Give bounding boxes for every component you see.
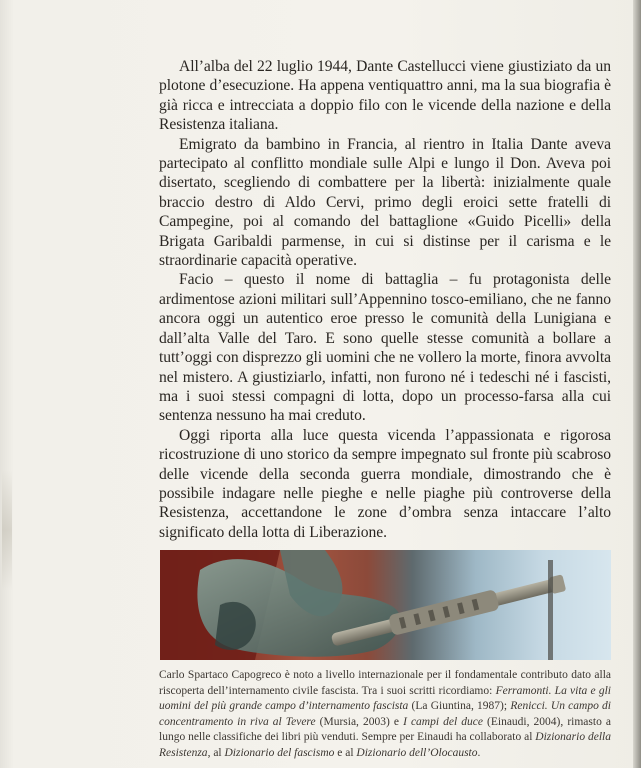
bio-title-ferramonti: Ferramonti. La vita e gli uomini del più grande campo d’internamento fascista (159, 684, 611, 712)
blurb-text (159, 57, 611, 542)
bio-title-renicci: Renicci. Un campo di concentramento in riva al Tevere (159, 700, 611, 728)
author-bio (159, 668, 611, 761)
bio-text-7: . (477, 746, 481, 759)
bio-title-dizionario-fascismo: Dizionario del fascismo (224, 746, 335, 759)
bio-text-4: (Einaudi, 2004), rimasto a lungo nelle classifiche dei libri più venduti. Sempre per Einaudi ha collaborato al (159, 715, 611, 743)
blurb-paragraph-2: Emigrato da bambino in Francia, al rientro in Italia Dante aveva partecipato al conflitto mondiale sulle Alpi e lungo il Don. Aveva poi disertato, scegliendo di combattere per la libertà: inizialmente quale braccio destro di Aldo Cervi, primo degli eroici sette fratelli di Campegine, poi al comando del battaglione «Guido Picelli» della Brigata Garibaldi parmense, in cui si distinse per il carisma e le straordinarie capacità operative. (159, 135, 611, 270)
blurb-paragraph-3: Facio – questo il nome di battaglia – fu protagonista delle ardimentose azioni militari sull’Appennino tosco-emiliano, che ne fanno ancora oggi un autentico eroe presso le comunità della Lunigiana e dall’alta Valle del Taro. E sono quelle stesse comunità a bollare a tutt’oggi con disprezzo gli uomini che ne vollero la morte, finora avvolta nel mistero. A giustiziarlo, infatti, non furono né i tedeschi né i fascisti, ma i suoi stessi compagni di lotta, dopo un processo-farsa alla cui sentenza nessuno ha mai creduto. (159, 271, 611, 425)
bio-text-3: (Mursia, 2003) e (315, 715, 404, 728)
bio-title-dizionario-olocausto: Dizionario dell’Olocausto (356, 746, 478, 759)
bio-text-1: Carlo Spartaco Capogreco è noto a livello internazionale per il fondamentale contributo dato alla riscoperta dell’internamento civile fascista. Tra i suoi scritti ricordiamo: (159, 669, 611, 697)
paper-stain (2, 470, 12, 590)
blurb-paragraph-1: All’alba del 22 luglio 1944, Dante Castellucci viene giustiziato da un plotone d’esecuzione. Ha appena ventiquattro anni, ma la sua biografia è già ricca e intrecciata a doppio filo con le vicende della nazione e della Resistenza italiana. (159, 58, 611, 134)
blurb-paragraph-4: Oggi riporta alla luce questa vicenda l’appassionata e rigorosa ricostruzione di uno storico da sempre impegnato sul fronte più scabroso delle vicende della seconda guerra mondiale, dimostrando che è possibile indagare nelle pieghe e nelle piaghe più controverse della Resistenza, accettandone le zone d’ombra senza intaccare l’alto significato della lotta di Liberazione. (159, 426, 611, 541)
monument-gun-image (160, 550, 611, 660)
bio-text-2: (La Giuntina, 1987); (408, 700, 511, 712)
cover-photo (160, 550, 611, 660)
bio-title-campi-duce: I campi del duce (403, 715, 483, 728)
bio-text-6: e al (334, 746, 357, 759)
bio-text-5: , al (207, 746, 225, 759)
bio-title-dizionario-resistenza: Dizionario della Resistenza (159, 731, 611, 759)
cover-edge (633, 0, 641, 768)
